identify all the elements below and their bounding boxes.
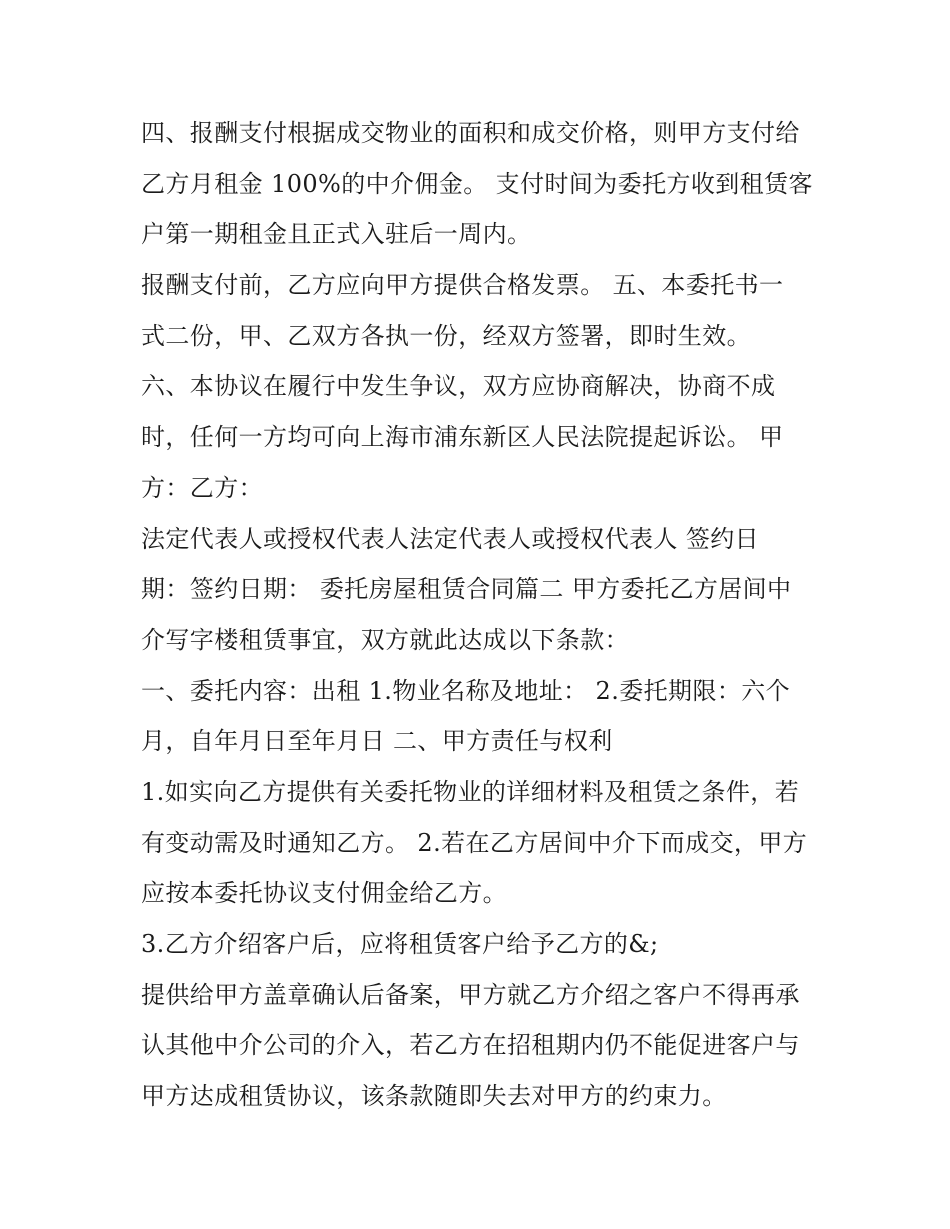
text-line: 式二份，甲、乙双方各执一份，经双方签署，即时生效。 bbox=[141, 321, 751, 350]
text-line: 介写字楼租赁事宜，双方就此达成以下条款： bbox=[141, 625, 629, 654]
text-line: 四、报酬支付根据成交物业的面积和成交价格，则甲方支付给 bbox=[141, 119, 800, 147]
text-line: 报酬支付前，乙方应向甲方提供合格发票。 五、本委托书一 bbox=[141, 271, 784, 300]
text-line: 六、本协议在履行中发生争议，双方应协商解决，协商不成 bbox=[141, 372, 776, 401]
text-line: 方：乙方： bbox=[141, 473, 263, 502]
text-line: 一、委托内容：出租 1.物业名称及地址： 2.委托期限：六个 bbox=[141, 676, 791, 705]
text-line: 乙方月租金 100%的中介佣金。 支付时间为委托方收到租赁客 bbox=[141, 169, 813, 198]
text-line: 有变动需及时通知乙方。 2.若在乙方居间中介下而成交，甲方 bbox=[141, 828, 808, 857]
text-line: 提供给甲方盖章确认后备案，甲方就乙方介绍之客户不得再承 bbox=[141, 980, 800, 1009]
text-line: 应按本委托协议支付佣金给乙方。 bbox=[141, 879, 507, 908]
text-line: 认其他中介公司的介入，若乙方在招租期内仍不能促进客户与 bbox=[141, 1031, 800, 1060]
document-body bbox=[141, 108, 821, 1122]
text-line: 时，任何一方均可向上海市浦东新区人民法院提起诉讼。 甲 bbox=[141, 423, 784, 452]
text-line: 甲方达成租赁协议，该条款随即失去对甲方的约束力。 bbox=[141, 1082, 727, 1111]
text-line: 法定代表人或授权代表人法定代表人或授权代表人 签约日 bbox=[141, 524, 760, 553]
text-line: 月，自年月日至年月日 二、甲方责任与权利 bbox=[141, 727, 613, 756]
text-line: 户第一期租金且正式入驻后一周内。 bbox=[141, 220, 532, 249]
text-line: 1.如实向乙方提供有关委托物业的详细材料及租赁之条件，若 bbox=[141, 777, 800, 806]
text-line: 期：签约日期： 委托房屋租赁合同篇二 甲方委托乙方居间中 bbox=[141, 575, 792, 604]
text-line: 3.乙方介绍客户后，应将租赁客户给予乙方的&; bbox=[141, 930, 659, 958]
